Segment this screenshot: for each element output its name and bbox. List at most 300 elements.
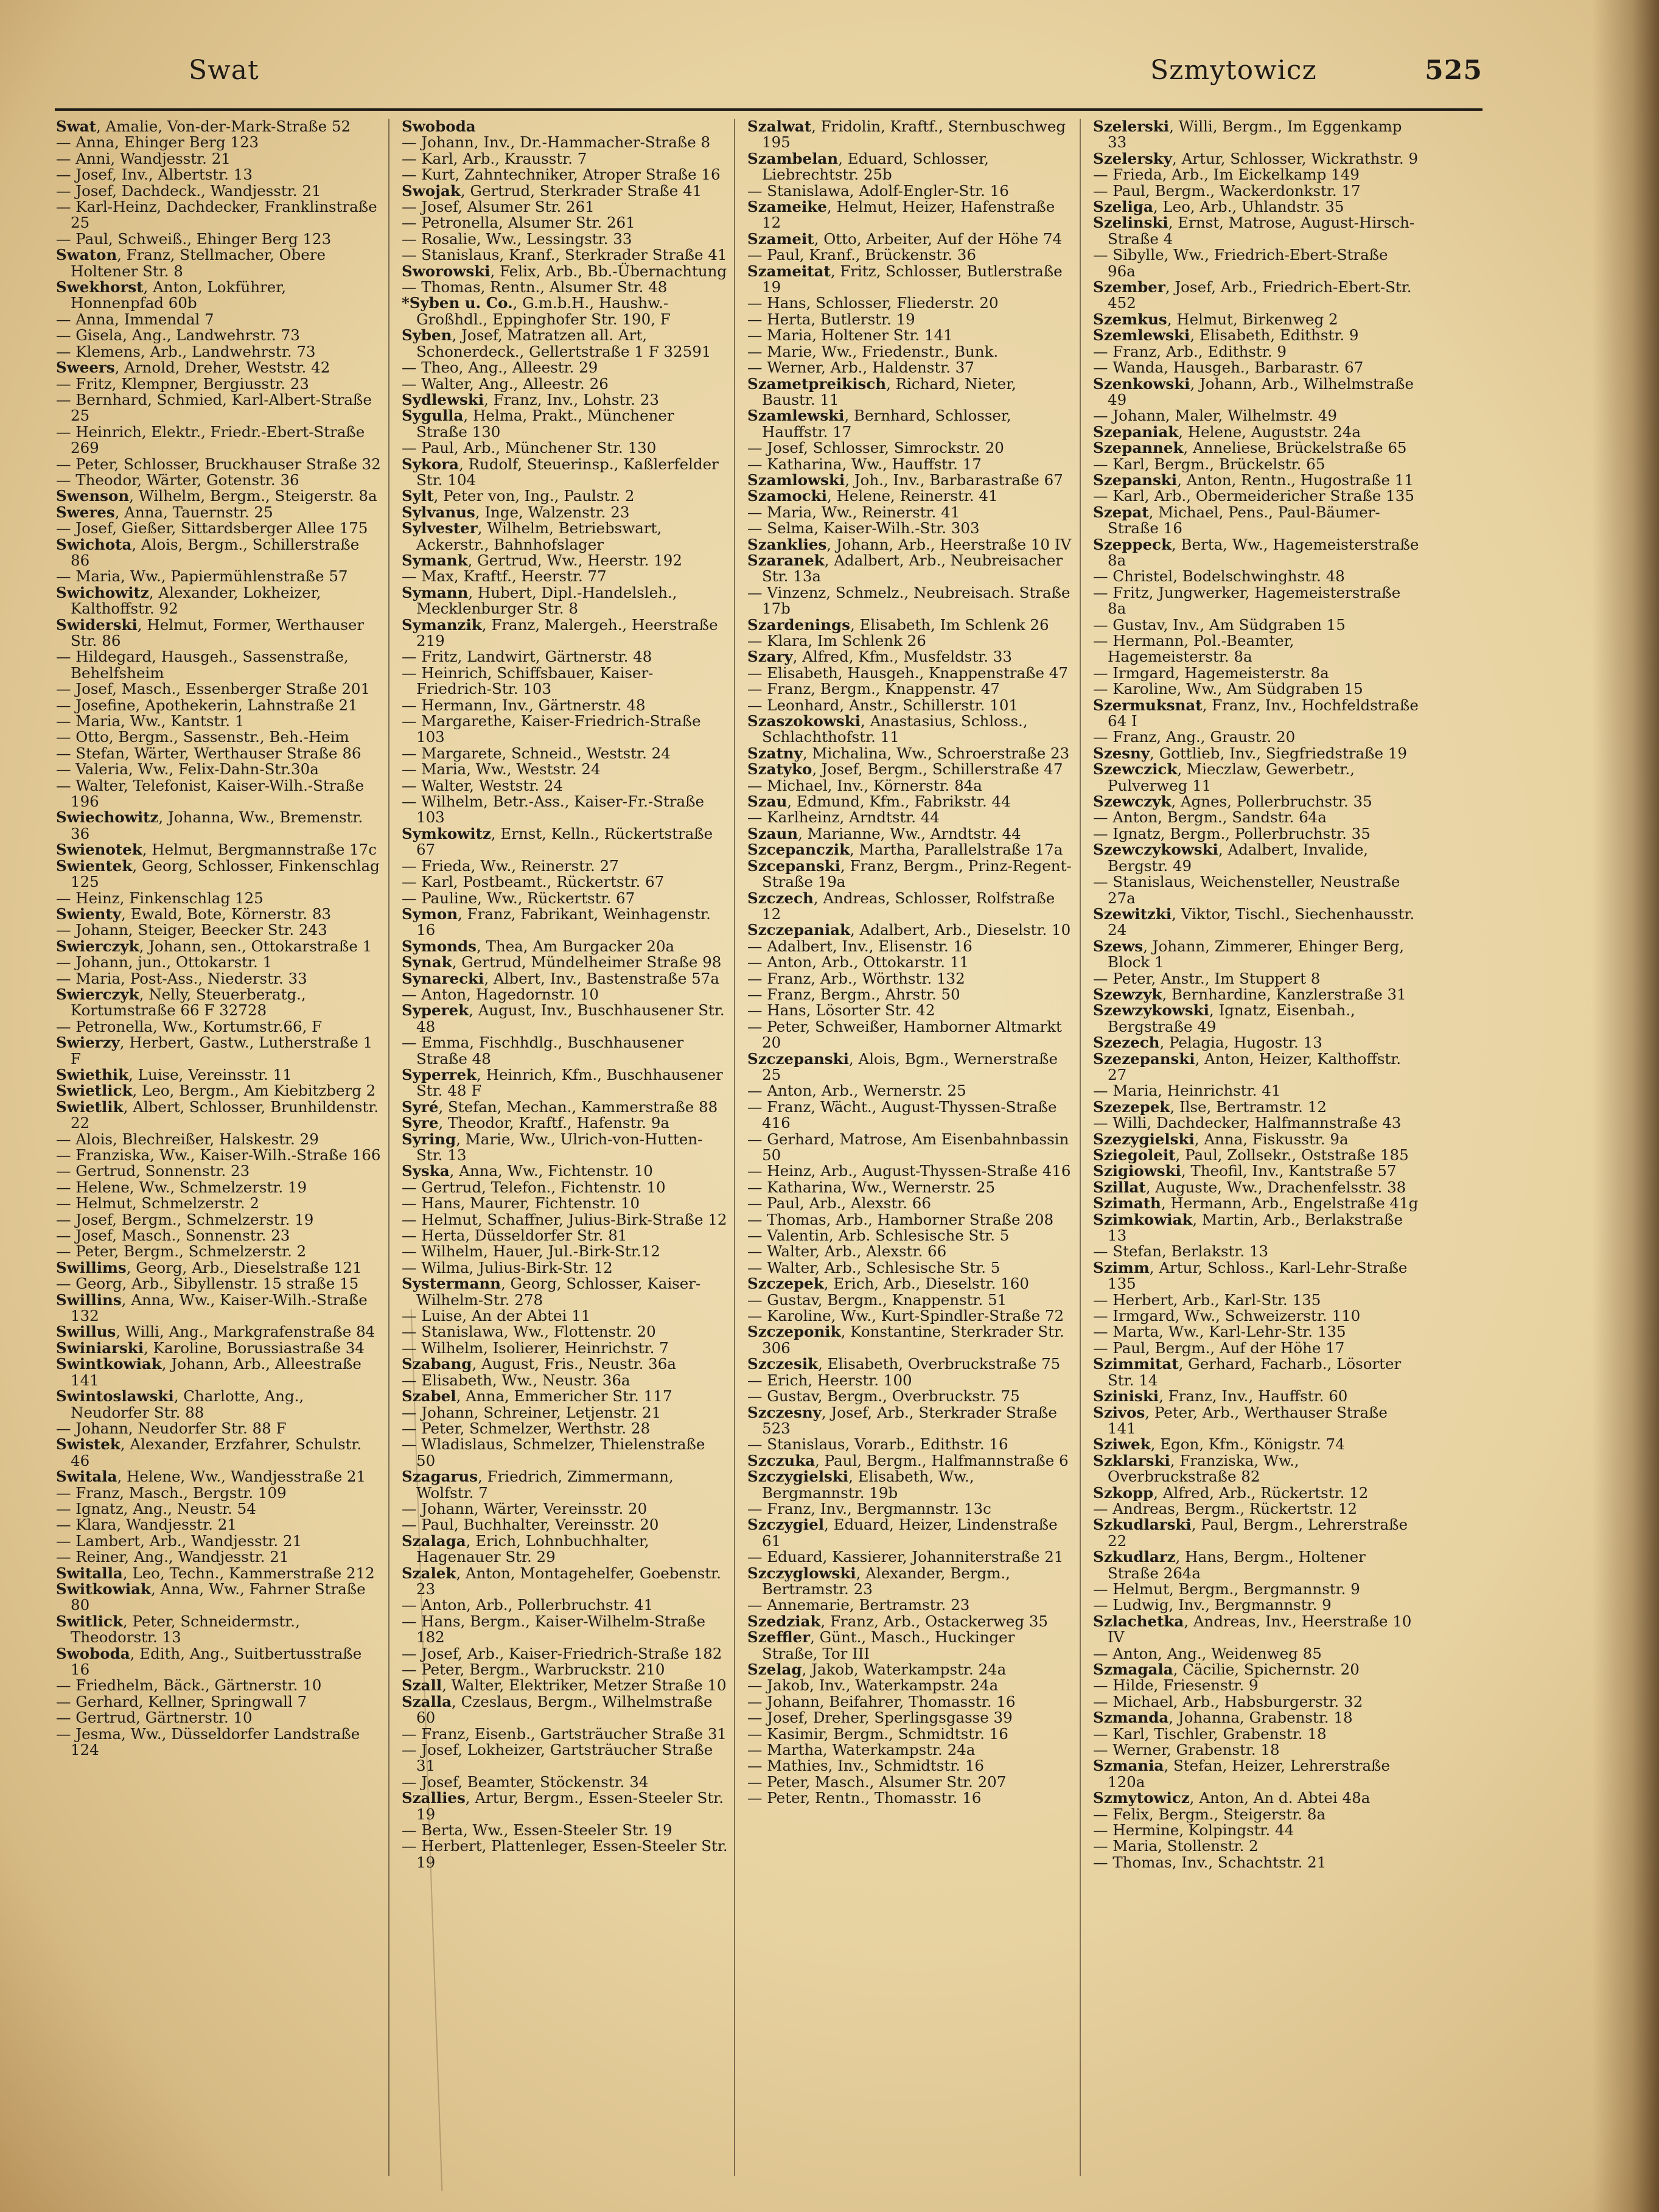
directory-entry: — Heinrich, Elektr., Friedr.-Ebert-Straße 269 — [56, 422, 365, 457]
directory-entry: — Herbert, Arb., Karl-Str. 135 — [1093, 1290, 1321, 1309]
directory-entry: — Gertrud, Gärtnerstr. 10 — [56, 1709, 253, 1727]
directory-entry: Switlick, Peter, Schneidermstr., Theodorstr. 13 — [56, 1612, 300, 1647]
directory-entry: — Maria, Stollenstr. 2 — [1093, 1837, 1259, 1855]
directory-entry: Szelag, Jakob, Waterkampstr. 24a — [747, 1661, 1007, 1678]
directory-entry: — Hans, Schlosser, Fliederstr. 20 — [747, 294, 999, 312]
directory-entry: — Karlheinz, Arndtstr. 44 — [747, 808, 940, 827]
directory-entry: Szewczyk, Agnes, Pollerbruchstr. 35 — [1093, 793, 1372, 811]
directory-entry: Symon, Franz, Fabrikant, Weinhagenstr. 16 — [402, 905, 711, 939]
directory-entry: Swierczyk, Nelly, Steuerberatg., Kortumstraße 66 F 32728 — [56, 985, 306, 1020]
directory-entry: — Selma, Kaiser-Wilh.-Str. 303 — [747, 519, 980, 537]
directory-entry: — Peter, Schmelzer, Werthstr. 28 — [402, 1419, 651, 1437]
directory-entry: — Paul, Arb., Münchener Str. 130 — [402, 439, 657, 457]
directory-entry: — Franz, Masch., Bergstr. 109 — [56, 1483, 287, 1502]
directory-entry: — Thomas, Arb., Hamborner Straße 208 — [747, 1210, 1054, 1228]
directory-entry: — Leonhard, Anstr., Schillerstr. 101 — [747, 696, 1018, 714]
directory-entry: — Christel, Bodelschwinghstr. 48 — [1093, 567, 1345, 586]
directory-entry: — Werner, Arb., Haldenstr. 37 — [747, 359, 974, 377]
directory-entry: — Maria, Ww., Reinerstr. 41 — [747, 503, 960, 521]
directory-entry: Szatny, Michalina, Ww., Schroerstraße 23 — [747, 744, 1070, 762]
directory-entry: — Heinrich, Schiffsbauer, Kaiser-Friedrich-Str. 103 — [402, 663, 654, 698]
directory-entry: Szamlewski, Bernhard, Schlosser, Hauffstr. 17 — [747, 407, 1011, 441]
directory-entry: Syre, Theodor, Kraftf., Hafenstr. 9a — [402, 1114, 670, 1132]
directory-entry: Szameike, Helmut, Heizer, Hafenstraße 12 — [747, 198, 1055, 232]
directory-entry: — Johann, Beifahrer, Thomasstr. 16 — [747, 1692, 1016, 1710]
directory-entry: — Maria, Holtener Str. 141 — [747, 326, 953, 345]
directory-entry: Szigiowski, Theofil, Inv., Kantstraße 57 — [1093, 1162, 1397, 1180]
directory-entry: — Anton, Arb., Wernerstr. 25 — [747, 1082, 966, 1100]
directory-entry: — Peter, Bergm., Warbruckstr. 210 — [402, 1661, 665, 1678]
directory-entry: Szary, Alfred, Kfm., Musfeldstr. 33 — [747, 648, 1012, 666]
directory-entry: — Stanislaus, Kranf., Sterkrader Straße 41 — [402, 246, 727, 264]
directory-entry: Szelersky, Artur, Schlosser, Wickrathstr. 9 — [1093, 149, 1419, 167]
directory-entry: — Hermann, Pol.-Beamter, Hagemeisterstr. 8a — [1093, 632, 1294, 666]
directory-entry: Szesny, Gottlieb, Inv., Siegfriedstraße 19 — [1093, 744, 1407, 762]
directory-entry: Szmanda, Johanna, Grabenstr. 18 — [1093, 1709, 1353, 1727]
directory-entry: Symank, Gertrud, Ww., Heerstr. 192 — [402, 551, 682, 569]
directory-entry: — Anton, Arb., Pollerbruchstr. 41 — [402, 1596, 654, 1614]
directory-entry: Symann, Hubert, Dipl.-Handelsleh., Mecklenburger Str. 8 — [402, 583, 677, 618]
directory-entry: Szelerski, Willi, Bergm., Im Eggenkamp 33 — [1093, 119, 1402, 152]
directory-entry: — Anna, Ehinger Berg 123 — [56, 133, 259, 152]
directory-entry: Szezygielski, Anna, Fiskusstr. 9a — [1093, 1130, 1349, 1148]
directory-entry: — Johann, Wärter, Vereinsstr. 20 — [402, 1499, 648, 1517]
directory-entry: — Helene, Ww., Schmelzerstr. 19 — [56, 1178, 307, 1196]
directory-entry: Swintoslawski, Charlotte, Ang., Neudorfer Str. 88 — [56, 1387, 304, 1421]
directory-entry: Szeliga, Leo, Arb., Uhlandstr. 35 — [1093, 198, 1344, 216]
directory-entry: Swiniarski, Karoline, Borussiastraße 34 — [56, 1339, 365, 1357]
directory-entry: — Fritz, Klempner, Bergiusstr. 23 — [56, 374, 309, 393]
directory-entry: Sziwek, Egon, Kfm., Königstr. 74 — [1093, 1435, 1345, 1454]
directory-entry: Szedziak, Franz, Arb., Ostackerweg 35 — [747, 1612, 1049, 1630]
directory-entry: — Josef, Masch., Sonnenstr. 23 — [56, 1227, 290, 1245]
directory-entry: — Gustav, Inv., Am Südgraben 15 — [1093, 615, 1346, 634]
directory-entry: — Klara, Im Schlenk 26 — [747, 632, 926, 649]
directory-entry: — Kurt, Zahntechniker, Atroper Straße 16 — [402, 166, 721, 184]
directory-entry: Switkowiak, Anna, Ww., Fahrner Straße 80 — [56, 1580, 366, 1614]
directory-entry: Sworowski, Felix, Arb., Bb.-Übernachtung — [402, 262, 727, 280]
directory-entry: — Karl, Postbeamt., Rückertstr. 67 — [402, 873, 665, 891]
directory-entry: Szczepaniak, Adalbert, Arb., Dieselstr. 10 — [747, 921, 1071, 939]
directory-entry: Szcepanczik, Martha, Parallelstraße 17a — [747, 841, 1063, 859]
directory-entry: Szepanski, Anton, Rentn., Hugostraße 11 — [1093, 471, 1414, 489]
directory-entry: Szeppeck, Berta, Ww., Hagemeisterstraße 8a — [1093, 535, 1419, 569]
directory-entry: Sykora, Rudolf, Steuerinsp., Kaßlerfelder Str. 104 — [402, 455, 719, 489]
directory-entry: — Wanda, Hausgeh., Barbarastr. 67 — [1093, 359, 1364, 377]
directory-entry: Szemkus, Helmut, Birkenweg 2 — [1093, 310, 1338, 328]
directory-entry: — Johann, Schreiner, Letjenstr. 21 — [402, 1403, 662, 1421]
directory-entry: — Anton, Hagedornstr. 10 — [402, 985, 599, 1003]
directory-entry: — Peter, Schlosser, Bruckhauser Straße 32 — [56, 455, 381, 473]
directory-entry: — Katharina, Ww., Hauffstr. 17 — [747, 455, 982, 473]
directory-entry: Swienty, Ewald, Bote, Körnerstr. 83 — [56, 905, 332, 923]
directory-entry: — Josef, Arb., Kaiser-Friedrich-Straße 182 — [402, 1644, 722, 1662]
directory-entry: Szameit, Otto, Arbeiter, Auf der Höhe 74 — [747, 229, 1063, 248]
directory-entry: Szczyglowski, Alexander, Bergm., Bertramstr. 23 — [747, 1564, 1010, 1598]
directory-entry: Szczeponik, Konstantine, Sterkrader Str. 306 — [747, 1323, 1064, 1357]
directory-entry: — Theo, Ang., Alleestr. 29 — [402, 359, 598, 377]
directory-entry: Szmania, Stefan, Heizer, Lehrerstraße 120a — [1093, 1757, 1390, 1791]
directory-entry: Szewzyk, Bernhardine, Kanzlerstraße 31 — [1093, 985, 1406, 1003]
directory-entry: — Johann, jun., Ottokarstr. 1 — [56, 953, 273, 971]
directory-columns — [56, 119, 1425, 2176]
directory-entry: — Josef, Inv., Albertstr. 13 — [56, 166, 253, 184]
directory-entry: — Theodor, Wärter, Gotenstr. 36 — [56, 471, 299, 489]
directory-entry: — Karoline, Ww., Am Südgraben 15 — [1093, 680, 1363, 698]
directory-entry: — Helmut, Schmelzerstr. 2 — [56, 1194, 259, 1213]
directory-entry: Systermann, Georg, Schlosser, Kaiser-Wilhelm-Str. 278 — [402, 1275, 701, 1309]
directory-entry: *Syben u. Co., G.m.b.H., Haushw.-Großhdl., Eppinghofer Str. 190, F — [402, 294, 671, 328]
directory-entry: — Rosalie, Ww., Lessingstr. 33 — [402, 229, 632, 248]
directory-entry: Switalla, Leo, Techn., Kammerstraße 212 — [56, 1564, 375, 1582]
directory-entry: — Maria, Post-Ass., Niederstr. 33 — [56, 969, 307, 987]
directory-entry: Sylt, Peter von, Ing., Paulstr. 2 — [402, 487, 635, 505]
directory-entry: — Jakob, Inv., Waterkampstr. 24a — [747, 1676, 999, 1695]
directory-entry: Swichota, Alois, Bergm., Schillerstraße 86 — [56, 535, 360, 569]
directory-entry: — Stanislawa, Adolf-Engler-Str. 16 — [747, 181, 1009, 200]
directory-entry: Szkudlarz, Hans, Bergm., Holtener Straße 264a — [1093, 1548, 1366, 1582]
directory-entry: — Valentin, Arb. Schlesische Str. 5 — [747, 1227, 1010, 1245]
directory-entry: Szalwat, Fridolin, Kraftf., Sternbuschweg 195 — [747, 119, 1066, 152]
directory-entry: — Peter, Schweißer, Hamborner Altmarkt 20 — [747, 1017, 1062, 1052]
directory-entry: Swillus, Willi, Ang., Markgrafenstraße 84 — [56, 1323, 375, 1341]
directory-entry: — Karl, Bergm., Brückelstr. 65 — [1093, 455, 1325, 473]
directory-entry: — Fritz, Landwirt, Gärtnerstr. 48 — [402, 648, 652, 666]
directory-entry: Szezech, Pelagia, Hugostr. 13 — [1093, 1034, 1322, 1052]
directory-entry: Synarecki, Albert, Inv., Bastenstraße 57a — [402, 969, 719, 987]
directory-entry: — Willi, Dachdecker, Halfmannstraße 43 — [1093, 1114, 1402, 1132]
directory-entry: — Wilma, Julius-Birk-Str. 12 — [402, 1258, 613, 1276]
directory-entry: — Josef, Bergm., Schmelzerstr. 19 — [56, 1210, 314, 1228]
directory-entry: Symonds, Thea, Am Burgacker 20a — [402, 937, 675, 955]
directory-entry: — Klara, Wandjesstr. 21 — [56, 1516, 237, 1534]
directory-entry: — Karl, Arb., Obermeidericher Straße 135 — [1093, 487, 1414, 505]
column-4 — [1093, 119, 1425, 2176]
directory-entry: Szalek, Anton, Montagehelfer, Goebenstr. 23 — [402, 1564, 721, 1598]
directory-entry: — Maria, Heinrichstr. 41 — [1093, 1082, 1281, 1100]
directory-entry: — Paul, Bergm., Auf der Höhe 17 — [1093, 1339, 1345, 1357]
directory-entry: Swienotek, Helmut, Bergmannstraße 17c — [56, 841, 377, 859]
page-number: 525 — [1425, 55, 1483, 86]
directory-entry: — Fritz, Jungwerker, Hagemeisterstraße 8a — [1093, 583, 1401, 618]
directory-entry: Sweers, Arnold, Dreher, Weststr. 42 — [56, 359, 330, 377]
directory-entry: — Irmgard, Hagemeisterstr. 8a — [1093, 663, 1329, 682]
directory-entry: Szelinski, Ernst, Matrose, August-Hirsch-Straße 4 — [1093, 214, 1415, 248]
directory-entry: — Karl-Heinz, Dachdecker, Franklinstraße 25 — [56, 198, 377, 232]
directory-entry: — Peter, Masch., Alsumer Str. 207 — [747, 1773, 1007, 1791]
directory-entry: — Paul, Buchhalter, Vereinsstr. 20 — [402, 1516, 659, 1534]
directory-entry: — Hans, Bergm., Kaiser-Wilhelm-Straße 182 — [402, 1612, 706, 1647]
directory-entry: — Klemens, Arb., Landwehrstr. 73 — [56, 342, 316, 360]
directory-entry: — Jesma, Ww., Düsseldorfer Landstraße 124 — [56, 1724, 360, 1759]
directory-entry: — Franz, Wächt., August-Thyssen-Straße 416 — [747, 1097, 1057, 1132]
directory-entry: — Ludwig, Inv., Bergmannstr. 9 — [1093, 1596, 1332, 1614]
directory-entry: Szepat, Michael, Pens., Paul-Bäumer-Straße 16 — [1093, 503, 1380, 537]
directory-entry: Szmytowicz, Anton, An d. Abtei 48a — [1093, 1789, 1371, 1807]
directory-entry: — Josef, Schlosser, Simrockstr. 20 — [747, 439, 1004, 457]
directory-entry: — Otto, Bergm., Sassenstr., Beh.-Heim — [56, 728, 349, 746]
directory-entry: — Franz, Eisenb., Gartsträucher Straße 31 — [402, 1724, 727, 1743]
directory-entry: Szalla, Czeslaus, Bergm., Wilhelmstraße 60 — [402, 1692, 713, 1727]
directory-entry: Szermuksnat, Franz, Inv., Hochfeldstraße 64 I — [1093, 696, 1419, 730]
directory-entry: — Adalbert, Inv., Elisenstr. 16 — [747, 937, 973, 955]
directory-entry: — Mathies, Inv., Schmidtstr. 16 — [747, 1757, 984, 1775]
directory-entry: — Margarete, Schneid., Weststr. 24 — [402, 744, 671, 762]
directory-entry: Swat, Amalie, Von-der-Mark-Straße 52 — [56, 119, 351, 135]
directory-entry: — Stefan, Berlakstr. 13 — [1093, 1242, 1269, 1261]
directory-entry: — Franz, Bergm., Knappenstr. 47 — [747, 680, 1000, 698]
directory-entry: Szmagala, Cäcilie, Spichernstr. 20 — [1093, 1661, 1360, 1678]
directory-entry: — Elisabeth, Hausgeh., Knappenstraße 47 — [747, 663, 1068, 682]
directory-entry: Swintkowiak, Johann, Arb., Alleestraße 141 — [56, 1355, 361, 1389]
directory-entry: Swierczyk, Johann, sen., Ottokarstraße 1 — [56, 937, 372, 955]
directory-entry: — Karl, Arb., Krausstr. 7 — [402, 149, 587, 167]
directory-entry: Symkowitz, Ernst, Kelln., Rückertstraße 67 — [402, 824, 713, 859]
directory-entry: — Emma, Fischhdlg., Buschhausener Straße 48 — [402, 1034, 684, 1068]
directory-entry: Szabel, Anna, Emmericher Str. 117 — [402, 1387, 672, 1405]
directory-entry: — Stanislaus, Vorarb., Edithstr. 16 — [747, 1435, 1008, 1454]
directory-entry: Szamlowski, Joh., Inv., Barbarastraße 67 — [747, 471, 1063, 489]
directory-entry: — Werner, Grabenstr. 18 — [1093, 1741, 1280, 1759]
directory-entry: — Gerhard, Matrose, Am Eisenbahnbassin 50 — [747, 1130, 1069, 1164]
directory-entry: — Ignatz, Bergm., Pollerbruchstr. 35 — [1093, 824, 1371, 842]
directory-entry: Szallies, Artur, Bergm., Essen-Steeler Str. 19 — [402, 1789, 724, 1823]
header-first-entry: Swat — [189, 55, 259, 86]
directory-entry: Szagarus, Friedrich, Zimmermann, Wolfstr. 7 — [402, 1468, 674, 1502]
directory-entry: Szaszokowski, Anastasius, Schloss., Schlachthofstr. 11 — [747, 712, 1028, 746]
directory-entry: — Hildegard, Hausgeh., Sassenstraße, Behelfsheim — [56, 648, 349, 682]
directory-entry: Szepaniak, Helene, Auguststr. 24a — [1093, 422, 1361, 441]
directory-entry: Szewitzki, Viktor, Tischl., Siechenhausstr. 24 — [1093, 905, 1415, 939]
directory-entry: — Wladislaus, Schmelzer, Thielenstraße 50 — [402, 1435, 705, 1469]
directory-entry: — Michael, Arb., Habsburgerstr. 32 — [1093, 1692, 1363, 1710]
directory-entry: Szewczykowski, Adalbert, Invalide, Bergstr. 49 — [1093, 841, 1369, 875]
directory-entry: — Karoline, Ww., Kurt-Spindler-Straße 72 — [747, 1307, 1064, 1325]
directory-entry: — Josefine, Apothekerin, Lahnstraße 21 — [56, 696, 358, 714]
directory-entry: Szezepanski, Anton, Heizer, Kalthoffstr. 27 — [1093, 1049, 1402, 1083]
directory-entry: Switala, Helene, Ww., Wandjesstraße 21 — [56, 1468, 366, 1486]
directory-entry: Swientek, Georg, Schlosser, Finkenschlag 125 — [56, 856, 380, 891]
directory-entry: — Anni, Wandjesstr. 21 — [56, 149, 231, 167]
directory-entry: — Herbert, Plattenleger, Essen-Steeler Str. 19 — [402, 1837, 728, 1871]
directory-entry: — Franz, Ang., Graustr. 20 — [1093, 728, 1296, 746]
directory-entry: — Walter, Telefonist, Kaiser-Wilh.-Straße 196 — [56, 776, 364, 811]
directory-entry: — Hilde, Friesenstr. 9 — [1093, 1676, 1259, 1695]
directory-entry: — Hans, Lösorter Str. 42 — [747, 1001, 935, 1020]
directory-entry: — Stanislawa, Ww., Flottenstr. 20 — [402, 1323, 656, 1341]
directory-entry: — Thomas, Rentn., Alsumer Str. 48 — [402, 278, 668, 296]
directory-entry: — Margarethe, Kaiser-Friedrich-Straße 103 — [402, 712, 701, 746]
directory-entry: — Heinz, Finkenschlag 125 — [56, 889, 264, 907]
directory-entry: — Erich, Heerstr. 100 — [747, 1371, 912, 1389]
directory-entry: — Valeria, Ww., Felix-Dahn-Str.30a — [56, 760, 319, 779]
directory-entry: Szczech, Andreas, Schlosser, Rolfstraße 12 — [747, 889, 1055, 923]
directory-entry: Sydlewski, Franz, Inv., Lohstr. 23 — [402, 390, 660, 408]
directory-entry: Swietlick, Leo, Bergm., Am Kiebitzberg 2 — [56, 1082, 376, 1100]
column-3 — [747, 119, 1081, 2176]
directory-entry: Syben, Josef, Matratzen all. Art, Schonerdeck., Gellertstraße 1 F 32591 — [402, 326, 711, 360]
directory-entry: — Johann, Maler, Wilhelmstr. 49 — [1093, 407, 1337, 425]
directory-entry: — Gertrud, Sonnenstr. 23 — [56, 1162, 250, 1180]
directory-entry: Szczuka, Paul, Bergm., Halfmannstraße 6 — [747, 1451, 1069, 1469]
directory-entry: Szlachetka, Andreas, Inv., Heerstraße 10 IV — [1093, 1612, 1412, 1647]
directory-entry: — Maria, Ww., Weststr. 24 — [402, 760, 601, 779]
directory-entry: — Wilhelm, Betr.-Ass., Kaiser-Fr.-Straße 103 — [402, 793, 704, 827]
directory-entry: Swoboda — [402, 119, 476, 135]
directory-entry: Swiechowitz, Johanna, Ww., Bremenstr. 36 — [56, 808, 363, 842]
directory-entry: — Karl, Tischler, Grabenstr. 18 — [1093, 1724, 1327, 1743]
directory-entry: — Petronella, Ww., Kortumstr.66, F — [56, 1017, 323, 1035]
directory-entry: — Wilhelm, Isolierer, Heinrichstr. 7 — [402, 1339, 669, 1357]
directory-entry: Szewzykowski, Ignatz, Eisenbah., Bergstraße 49 — [1093, 1001, 1355, 1035]
directory-entry: Szczesny, Josef, Arb., Sterkrader Straße 523 — [747, 1403, 1057, 1437]
directory-entry: — Berta, Ww., Essen-Steeler Str. 19 — [402, 1821, 672, 1839]
directory-entry: Syska, Anna, Ww., Fichtenstr. 10 — [402, 1162, 653, 1180]
directory-entry: — Max, Kraftf., Heerstr. 77 — [402, 567, 607, 586]
directory-entry: Swojak, Gertrud, Sterkrader Straße 41 — [402, 181, 702, 200]
directory-entry: Swillims, Georg, Arb., Dieselstraße 121 — [56, 1258, 362, 1276]
directory-entry: — Bernhard, Schmied, Karl-Albert-Straße 25 — [56, 390, 372, 425]
directory-entry: Szewczick, Mieczlaw, Gewerbetr., Pulverweg 11 — [1093, 760, 1355, 794]
directory-entry: Szameitat, Fritz, Schlosser, Butlerstraße 19 — [747, 262, 1063, 296]
directory-entry: Szcepanski, Franz, Bergm., Prinz-Regent-Straße 19a — [747, 856, 1072, 891]
directory-entry: — Anton, Ang., Weidenweg 85 — [1093, 1644, 1322, 1662]
directory-entry: — Elisabeth, Ww., Neustr. 36a — [402, 1371, 630, 1389]
column-2 — [402, 119, 735, 2176]
directory-entry: Swierzy, Herbert, Gastw., Lutherstraße 1 F — [56, 1034, 373, 1068]
directory-entry: Sygulla, Helma, Prakt., Münchener Straße 130 — [402, 407, 674, 441]
directory-entry: — Luise, An der Abtei 11 — [402, 1307, 591, 1325]
directory-entry: — Hans, Maurer, Fichtenstr. 10 — [402, 1194, 640, 1213]
directory-entry: Swistek, Alexander, Erzfahrer, Schulstr. 46 — [56, 1435, 362, 1469]
directory-entry: — Martha, Waterkampstr. 24a — [747, 1741, 976, 1759]
directory-entry: — Johann, Inv., Dr.-Hammacher-Straße 8 — [402, 133, 711, 152]
directory-entry: — Gisela, Ang., Landwehrstr. 73 — [56, 326, 300, 345]
directory-entry: — Franz, Arb., Wörthstr. 132 — [747, 969, 965, 987]
directory-entry: — Anna, Immendal 7 — [56, 310, 214, 328]
directory-entry: Sziegoleit, Paul, Zollsekr., Oststraße 185 — [1093, 1146, 1409, 1164]
directory-entry: Szau, Edmund, Kfm., Fabrikstr. 44 — [747, 793, 1011, 811]
directory-entry: — Josef, Beamter, Stöckenstr. 34 — [402, 1773, 649, 1791]
directory-entry: Szezepek, Ilse, Bertramstr. 12 — [1093, 1097, 1327, 1116]
directory-entry: — Heinz, Arb., August-Thyssen-Straße 416 — [747, 1162, 1071, 1180]
directory-entry: Szambelan, Eduard, Schlosser, Liebrechtstr. 25b — [747, 149, 989, 184]
directory-entry: — Franz, Inv., Bergmannstr. 13c — [747, 1499, 991, 1517]
directory-entry: Szews, Johann, Zimmerer, Ehinger Berg, Block 1 — [1093, 937, 1405, 971]
directory-entry: — Irmgard, Ww., Schweizerstr. 110 — [1093, 1307, 1361, 1325]
directory-entry: Szivos, Peter, Arb., Werthauser Straße 141 — [1093, 1403, 1388, 1437]
directory-entry: — Franz, Arb., Edithstr. 9 — [1093, 342, 1287, 360]
directory-entry: — Reiner, Ang., Wandjesstr. 21 — [56, 1548, 289, 1566]
directory-entry: Syperrek, Heinrich, Kfm., Buschhausener Str. 48 F — [402, 1065, 723, 1100]
directory-entry: — Gertrud, Telefon., Fichtenstr. 10 — [402, 1178, 666, 1196]
directory-entry: Szametpreikisch, Richard, Nieter, Baustr. 11 — [747, 374, 1016, 408]
directory-entry: — Alois, Blechreißer, Halskestr. 29 — [56, 1130, 319, 1148]
directory-entry: — Anton, Bergm., Sandstr. 64a — [1093, 808, 1327, 827]
directory-entry: — Michael, Inv., Körnerstr. 84a — [747, 776, 982, 794]
directory-entry: — Felix, Bergm., Steigerstr. 8a — [1093, 1805, 1326, 1823]
directory-entry: — Josef, Alsumer Str. 261 — [402, 198, 595, 216]
directory-entry: Swietlik, Albert, Schlosser, Brunhildenstr. 22 — [56, 1097, 379, 1132]
directory-entry: Szeffler, Günt., Masch., Huckinger Straße, Tor III — [747, 1628, 1015, 1662]
directory-entry: Swillins, Anna, Ww., Kaiser-Wilh.-Straße 132 — [56, 1290, 368, 1325]
directory-entry: — Johann, Steiger, Beecker Str. 243 — [56, 921, 327, 939]
directory-entry: Syré, Stefan, Mechan., Kammerstraße 88 — [402, 1097, 718, 1116]
directory-entry: — Walter, Weststr. 24 — [402, 776, 564, 794]
directory-entry: — Franziska, Ww., Kaiser-Wilh.-Straße 166 — [56, 1146, 381, 1164]
directory-entry: — Walter, Arb., Schlesische Str. 5 — [747, 1258, 1001, 1276]
directory-entry: — Stanislaus, Weichensteller, Neustraße 27a — [1093, 873, 1400, 907]
directory-entry: Szimkowiak, Martin, Arb., Berlakstraße 13 — [1093, 1210, 1403, 1245]
directory-entry: Szemlewski, Elisabeth, Edithstr. 9 — [1093, 326, 1359, 345]
directory-entry: Szanklies, Johann, Arb., Heerstraße 10 IV — [747, 535, 1072, 553]
directory-entry: Swekhorst, Anton, Lokführer, Honnenpfad 60b — [56, 278, 287, 312]
directory-entry: — Georg, Arb., Sibyllenstr. 15 straße 15 — [56, 1275, 359, 1293]
directory-entry: Swenson, Wilhelm, Bergm., Steigerstr. 8a — [56, 487, 377, 505]
directory-entry: — Johann, Neudorfer Str. 88 F — [56, 1419, 287, 1437]
directory-entry: Synak, Gertrud, Mündelheimer Straße 98 — [402, 953, 722, 971]
directory-entry: — Wilhelm, Hauer, Jul.-Birk-Str.12 — [402, 1242, 660, 1261]
header-rule — [55, 108, 1483, 111]
directory-entry: — Hermine, Kolpingstr. 44 — [1093, 1821, 1294, 1839]
directory-entry: — Lambert, Arb., Wandjesstr. 21 — [56, 1531, 302, 1550]
directory-entry: Syring, Marie, Ww., Ulrich-von-Hutten-Str. 13 — [402, 1130, 703, 1164]
directory-entry: — Josef, Masch., Essenberger Straße 201 — [56, 680, 371, 698]
directory-entry: — Helmut, Bergm., Bergmannstr. 9 — [1093, 1580, 1360, 1598]
directory-entry: — Sibylle, Ww., Friedrich-Ebert-Straße 96a — [1093, 246, 1388, 280]
directory-entry: Szall, Walter, Elektriker, Metzer Straße 10 — [402, 1676, 727, 1695]
directory-entry: — Maria, Ww., Papiermühlenstraße 57 — [56, 567, 348, 586]
directory-entry: — Ignatz, Ang., Neustr. 54 — [56, 1499, 256, 1517]
page-header — [55, 49, 1483, 103]
directory-entry: — Frieda, Ww., Reinerstr. 27 — [402, 856, 619, 875]
directory-entry: — Pauline, Ww., Rückertstr. 67 — [402, 889, 635, 907]
directory-entry: Szillat, Auguste, Ww., Drachenfelsstr. 38 — [1093, 1178, 1406, 1196]
directory-entry: Szczepanski, Alois, Bgm., Wernerstraße 25 — [747, 1049, 1058, 1083]
page-edge-shadow — [1592, 0, 1659, 2212]
directory-entry: — Paul, Bergm., Wackerdonkstr. 17 — [1093, 181, 1361, 200]
directory-entry: Szklarski, Franziska, Ww., Overbruckstraße 82 — [1093, 1451, 1299, 1486]
directory-entry: — Franz, Bergm., Ahrstr. 50 — [747, 985, 960, 1003]
directory-entry: Szenkowski, Johann, Arb., Wilhelmstraße 49 — [1093, 374, 1414, 408]
directory-entry: — Walter, Ang., Alleestr. 26 — [402, 374, 609, 393]
directory-entry: Szember, Josef, Arb., Friedrich-Ebert-Str. 452 — [1093, 278, 1412, 312]
directory-entry: Sylvanus, Inge, Walzenstr. 23 — [402, 503, 630, 521]
directory-entry: Szimmitat, Gerhard, Facharb., Lösorter Str. 14 — [1093, 1355, 1402, 1389]
directory-entry: Swichowitz, Alexander, Lokheizer, Kalthoffstr. 92 — [56, 583, 321, 618]
directory-entry: — Peter, Rentn., Thomasstr. 16 — [747, 1789, 982, 1807]
directory-entry: Szalaga, Erich, Lohnbuchhalter, Hagenauer Str. 29 — [402, 1531, 649, 1566]
directory-entry: Szczesik, Elisabeth, Overbruckstraße 75 — [747, 1355, 1061, 1373]
directory-entry: — Thomas, Inv., Schachtstr. 21 — [1093, 1853, 1327, 1871]
directory-entry: Sylvester, Wilhelm, Betriebswart, Ackerstr., Bahnhofslager — [402, 519, 662, 553]
directory-entry: — Herta, Butlerstr. 19 — [747, 310, 915, 328]
directory-entry: — Herta, Düsseldorfer Str. 81 — [402, 1227, 627, 1245]
directory-entry: — Helmut, Schaffner, Julius-Birk-Straße 12 — [402, 1210, 727, 1228]
column-1 — [56, 119, 389, 2176]
directory-entry: — Maria, Ww., Kantstr. 1 — [56, 712, 245, 730]
directory-entry: Szepannek, Anneliese, Brückelstraße 65 — [1093, 439, 1407, 457]
directory-entry: — Eduard, Kassierer, Johanniterstraße 21 — [747, 1548, 1064, 1566]
directory-entry: Sziniski, Franz, Inv., Hauffstr. 60 — [1093, 1387, 1348, 1405]
directory-entry: — Gustav, Bergm., Overbruckstr. 75 — [747, 1387, 1020, 1405]
directory-entry: — Gustav, Bergm., Knappenstr. 51 — [747, 1290, 1007, 1309]
directory-entry: Swiethik, Luise, Vereinsstr. 11 — [56, 1065, 292, 1083]
directory-entry: Szardenings, Elisabeth, Im Schlenk 26 — [747, 615, 1049, 634]
header-last-entry: Szmytowicz — [1150, 55, 1317, 86]
directory-entry: — Hermann, Inv., Gärtnerstr. 48 — [402, 696, 646, 714]
directory-entry: Szaun, Marianne, Ww., Arndtstr. 44 — [747, 824, 1021, 842]
